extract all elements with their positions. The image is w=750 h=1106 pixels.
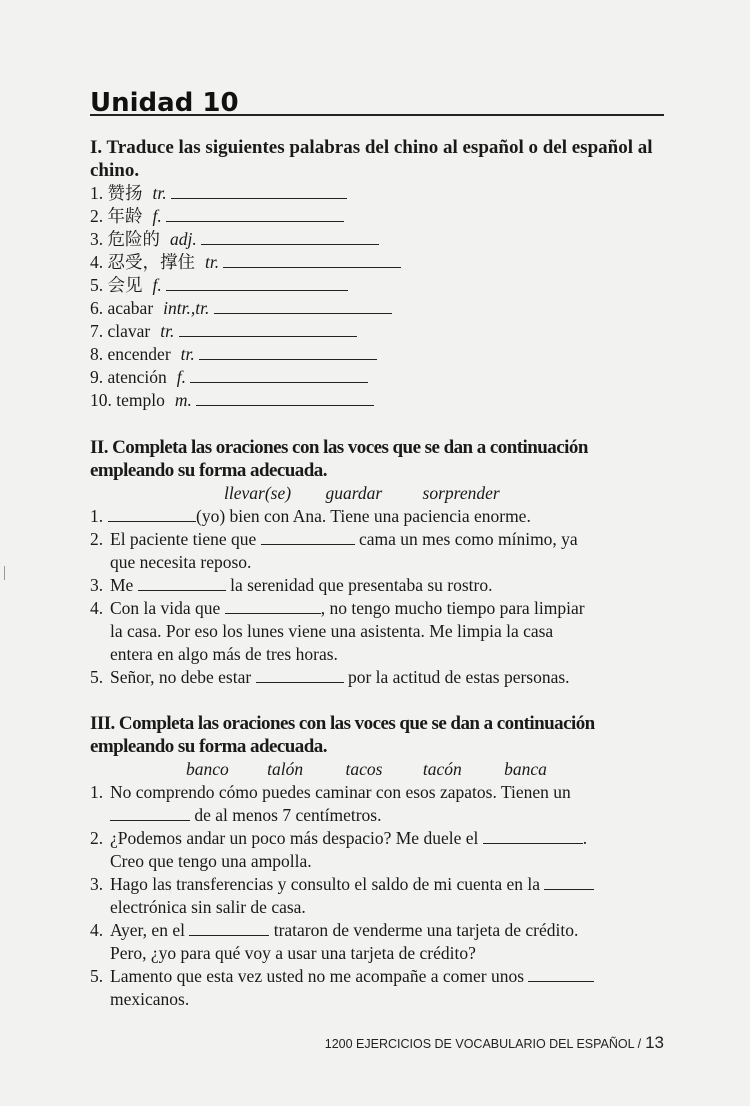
answer-blank[interactable] — [528, 966, 594, 982]
word-bank-item: tacos — [345, 759, 383, 779]
word-bank-item: tacón — [422, 759, 462, 779]
answer-blank[interactable] — [256, 667, 344, 683]
answer-blank[interactable] — [166, 206, 344, 222]
vocab-item: 7. clavar tr. — [90, 320, 670, 343]
section-1 — [90, 136, 670, 412]
sentence-item: 2. El paciente tiene que cama un mes como mínimo, ya que necesita reposo. — [90, 529, 578, 572]
answer-blank[interactable] — [214, 298, 392, 314]
answer-blank[interactable] — [483, 828, 583, 844]
sentence-item: 5. Lamento que esta vez usted no me acompañe a comer unos mexicanos. — [90, 965, 670, 1011]
answer-blank[interactable] — [110, 805, 190, 821]
vocab-item: 5. 会见 f. — [90, 274, 670, 297]
answer-blank[interactable] — [199, 344, 377, 360]
sentence-item: 1. (yo) bien con Ana. Tiene una paciencia enorme. — [90, 506, 531, 526]
page-number: 13 — [645, 1033, 664, 1052]
sentence-item: 2. ¿Podemos andar un poco más despacio? Me duele el . Creo que tengo una ampolla. — [90, 828, 588, 871]
sentence-item: 3. Me la serenidad que presentaba su rostro. — [90, 575, 493, 595]
vocab-item: 1. 赞扬 tr. — [90, 182, 670, 205]
page-footer — [325, 1033, 664, 1053]
word-bank-item: banco — [186, 759, 229, 779]
vocab-item: 10. templo m. — [90, 389, 670, 412]
answer-blank[interactable] — [223, 252, 401, 268]
answer-blank[interactable] — [171, 183, 347, 199]
answer-blank[interactable] — [166, 275, 348, 291]
section-1-heading: I. Traduce las siguientes palabras del chino al español o del español al chino. — [90, 137, 653, 181]
word-bank-item: guardar — [325, 483, 383, 503]
margin-mark — [4, 566, 5, 580]
vocab-item: 2. 年龄 f. — [90, 205, 670, 228]
answer-blank[interactable] — [201, 229, 379, 245]
answer-blank[interactable] — [225, 598, 321, 614]
section-2 — [90, 436, 670, 689]
vocab-item: 4. 忍受，撑住 tr. — [90, 251, 670, 274]
vocab-item: 3. 危险的 adj. — [90, 228, 670, 251]
sentence-item: 1. No comprendo cómo puedes caminar con esos zapatos. Tienen un de al menos 7 centímetros. — [90, 782, 571, 825]
section-2-heading: II. Completa las oraciones con las voces que se dan a continuación empleando su forma adecuada. — [90, 437, 588, 481]
answer-blank[interactable] — [179, 321, 357, 337]
word-bank — [90, 482, 670, 505]
sentence-item: 4. Ayer, en el trataron de venderme una tarjeta de crédito. Pero, ¿yo para qué voy a usar una tarjeta de crédito? — [90, 920, 579, 963]
sentence-item: 5. Señor, no debe estar por la actitud de estas personas. — [90, 667, 570, 687]
answer-blank[interactable] — [138, 575, 226, 591]
answer-blank[interactable] — [190, 367, 368, 383]
answer-blank[interactable] — [189, 920, 269, 936]
word-bank-item: sorprender — [422, 483, 500, 503]
word-bank-item: talón — [267, 759, 304, 779]
vocab-item: 8. encender tr. — [90, 343, 670, 366]
vocab-item: 9. atención f. — [90, 366, 670, 389]
answer-blank[interactable] — [196, 390, 374, 406]
word-bank — [90, 758, 670, 781]
word-bank-item: llevar(se) — [224, 483, 292, 503]
book-title: 1200 EJERCICIOS DE VOCABULARIO DEL ESPAÑOL / — [324, 1037, 642, 1051]
unit-title-row — [90, 80, 664, 116]
answer-blank[interactable] — [108, 506, 196, 522]
answer-blank[interactable] — [544, 874, 594, 890]
sentence-item: 3. Hago las transferencias y consulto el saldo de mi cuenta en la electrónica sin salir de casa. — [90, 873, 670, 919]
vocab-list — [90, 182, 670, 412]
section-3 — [90, 712, 670, 1011]
sentence-item: 4. Con la vida que , no tengo mucho tiempo para limpiar la casa. Por eso los lunes viene una asistenta. Me limpia la casa entera en algo más de tres horas. — [90, 598, 585, 664]
answer-blank[interactable] — [261, 529, 355, 545]
word-bank-item: banca — [504, 759, 547, 779]
section-3-heading: III. Completa las oraciones con las voces que se dan a continuación empleando su forma adecuada. — [90, 713, 595, 757]
vocab-item: 6. acabar intr.,tr. — [90, 297, 670, 320]
unit-title: Unidad 10 — [90, 88, 239, 118]
